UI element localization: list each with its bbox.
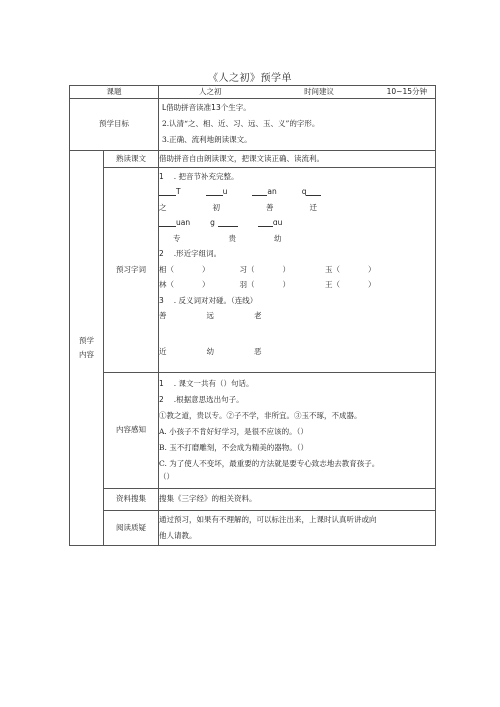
q-number: 1 <box>159 378 164 388</box>
pinyin-blank: uan <box>176 218 191 228</box>
char: 初 <box>212 202 220 212</box>
pair-close: ） <box>282 264 290 274</box>
pair-item: 林（ <box>159 280 174 290</box>
words-label: 预习字词 <box>104 168 159 373</box>
char: 善 <box>266 202 274 212</box>
words-row <box>70 168 436 373</box>
goals-cell <box>159 99 436 151</box>
comp-options: ①教之道，贵以专。②子不学，非所宜。③玉不琢，不成器。 <box>159 410 362 420</box>
antonym: 老 <box>254 311 262 321</box>
words-q3 <box>159 293 435 309</box>
time-label: 时间建议 <box>304 86 335 96</box>
topic-value: 人之初 <box>199 86 222 96</box>
pinyin-row-2 <box>159 216 435 232</box>
pair-item: 玉（ <box>325 264 340 274</box>
materials-text: 搜集《三字经》的相关资料。 <box>159 489 436 511</box>
q-text: .根据意思选出句子。 <box>173 394 244 404</box>
q-text: . 把音节补充完整。 <box>173 171 239 181</box>
pair-item: 习（ <box>239 264 255 274</box>
comprehension-label: 内容感知 <box>104 373 159 489</box>
char-row-2 <box>159 231 435 247</box>
content-label <box>70 151 104 546</box>
pair-close: ） <box>282 280 290 290</box>
q-number: 1 <box>159 171 164 181</box>
pinyin-blank: T <box>176 187 181 197</box>
reading-text: 借助拼音自由朗读课文，把课文读正确、读流利。 <box>159 151 436 168</box>
comprehension-row <box>70 373 436 489</box>
comp-choice-b: B. 玉不打磨雕刻，不会成为精美的器物。（） <box>159 442 309 452</box>
char: 迁 <box>309 202 317 212</box>
antonym: 善 <box>159 311 167 321</box>
comp-q1 <box>159 376 435 392</box>
pinyin-blank: g <box>210 218 215 228</box>
antonym: 远 <box>206 311 214 321</box>
materials-row <box>70 489 436 511</box>
antonym-row-1 <box>159 309 435 325</box>
comp-q2 <box>159 392 435 408</box>
words-q2 <box>159 247 435 263</box>
q-number: 3 <box>159 295 164 305</box>
antonym: 恶 <box>254 346 262 356</box>
pinyin-blank: q <box>301 187 307 197</box>
comp-choice-c-blank: （） <box>159 471 174 481</box>
q-number: 2 <box>159 394 164 404</box>
topic-label: 课题 <box>70 86 159 99</box>
comprehension-cell <box>159 373 436 489</box>
goals-label: 预学目标 <box>70 99 159 151</box>
reading-label: 熟读课文 <box>104 151 159 168</box>
questions-cell <box>159 511 436 546</box>
pinyin-blank: an <box>267 187 277 197</box>
char: 贵 <box>228 233 236 243</box>
header-row <box>70 86 436 99</box>
questions-text-1: 通过预习，如果有不理解的，可以标注出来，上课时认真听讲或向 <box>159 515 377 524</box>
preview-sheet-table <box>69 85 436 546</box>
questions-row <box>70 511 436 546</box>
antonym: 近 <box>159 346 167 356</box>
pair-item: 王（ <box>325 280 340 290</box>
char: 之 <box>159 202 167 212</box>
pair-item: 羽（ <box>239 280 255 290</box>
pair-close: ） <box>368 264 376 274</box>
page-title: 《人之初》预学单 <box>208 73 292 84</box>
antonym: 幼 <box>206 346 214 356</box>
content-label-text: 预学内容 <box>79 335 94 359</box>
goals-row <box>70 99 436 151</box>
comp-choice-a: A. 小孩子不肯好好学习，是很不应该的。（） <box>159 426 308 436</box>
goal-item: 3.正确、流利地朗读课文。 <box>162 135 252 145</box>
q-number: 2 <box>159 249 164 259</box>
char: 幼 <box>274 233 282 243</box>
comp-choice-c: C. 为了使人不变坏，最重要的方法就是要专心致志地去教育孩子。 <box>159 458 380 468</box>
q-text: . 反义词对对碰。（连线） <box>173 295 258 305</box>
materials-label: 资料搜集 <box>104 489 159 511</box>
pinyin-row-1 <box>159 185 435 201</box>
goal-item: 2.认清“之、相、近、习、远、玉、义”的字形。 <box>162 119 320 129</box>
questions-text-2: 他人请教。 <box>159 531 197 540</box>
pinyin-blank: u <box>222 187 228 197</box>
q-text: .形近字组词。 <box>173 249 222 259</box>
reading-row <box>70 151 436 168</box>
antonym-row-2 <box>159 344 435 360</box>
pair-row-1 <box>159 262 435 278</box>
pinyin-blank: ɑu <box>272 218 283 228</box>
words-cell <box>159 168 436 373</box>
char-row-1 <box>159 200 435 216</box>
time-value: 10~15分钟 <box>386 86 427 96</box>
header-info-cell <box>159 86 436 99</box>
pair-close: ） <box>202 280 210 290</box>
words-q1 <box>159 169 435 185</box>
pair-item: 相（ <box>159 264 174 274</box>
questions-label: 阅读质疑 <box>104 511 159 546</box>
pair-close: ） <box>202 264 210 274</box>
char: 专 <box>173 233 181 243</box>
pair-close: ） <box>368 280 376 290</box>
q-text: . 课文一共有（）句话。 <box>173 378 254 388</box>
pair-row-2 <box>159 278 435 294</box>
goal-item: L借助拼音读准13个生字。 <box>162 103 251 113</box>
